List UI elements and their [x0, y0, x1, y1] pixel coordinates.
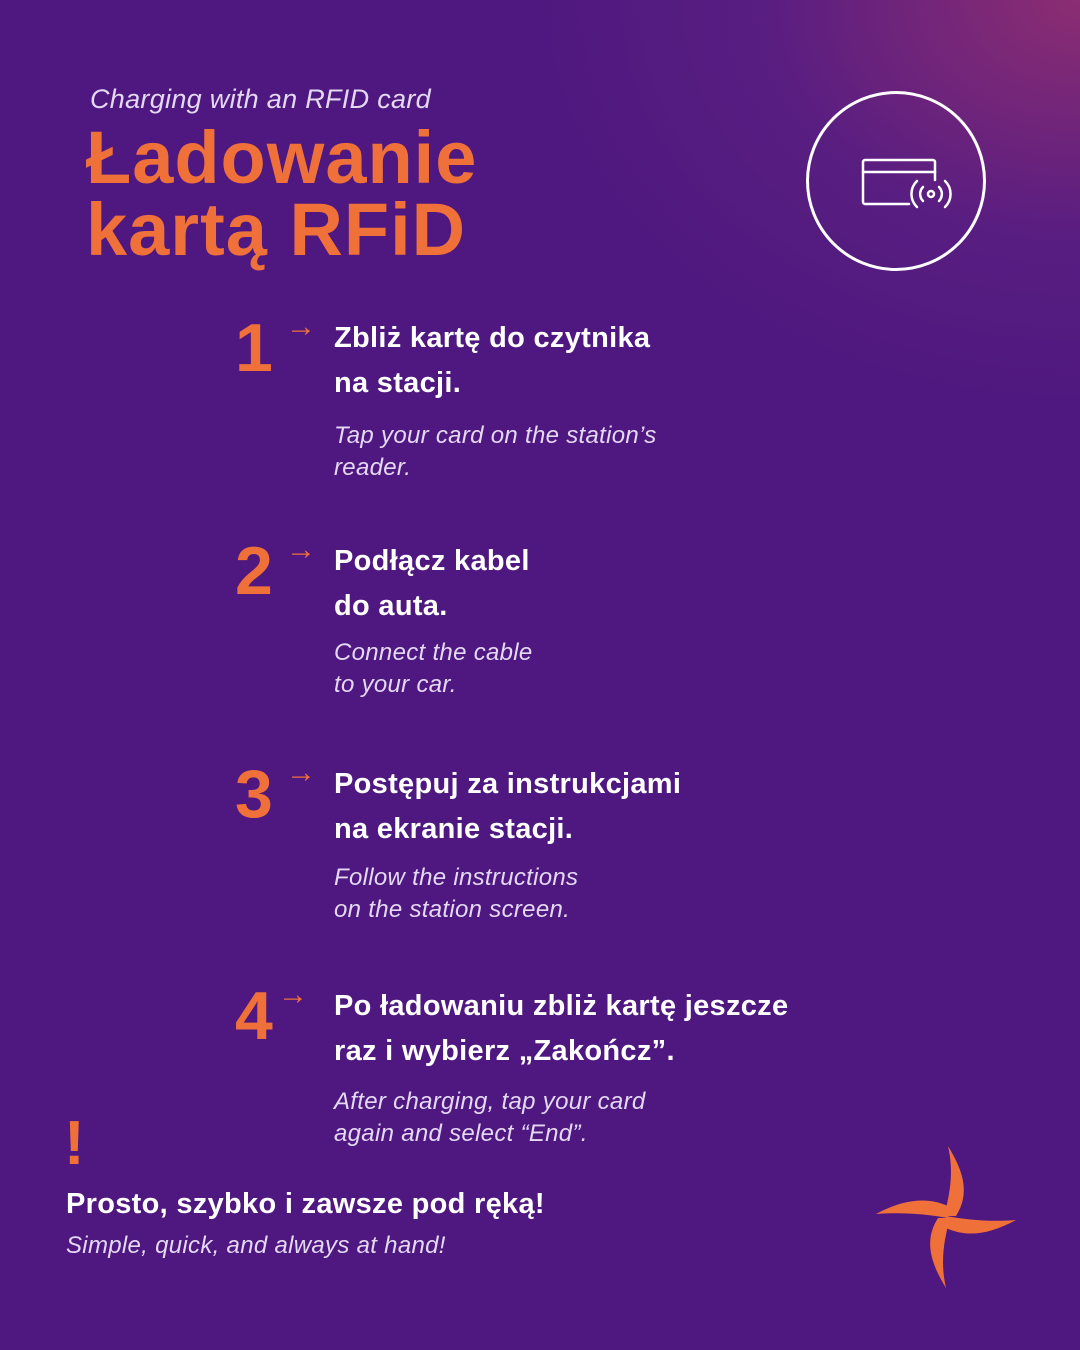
- step-instruction-en: [334, 637, 754, 701]
- header-subtitle: Charging with an RFID card: [90, 84, 431, 114]
- step-number: 2: [235, 533, 273, 609]
- step-instruction-en-line-1: Connect the cable: [334, 639, 533, 666]
- step-instruction-en-line-2: to your car.: [334, 671, 457, 698]
- arrow-right-icon: →: [286, 533, 316, 566]
- step-instruction-pl-line-1: Zbliż kartę do czytnika: [334, 322, 651, 354]
- step-instruction-en: [334, 420, 754, 484]
- brand-star-logo-icon: [872, 1142, 1022, 1292]
- page-title-line-1: Ładowanie: [86, 116, 478, 199]
- step-instruction-pl-line-2: na ekranie stacji.: [334, 813, 574, 845]
- step-instruction-en-line-1: After charging, tap your card: [334, 1088, 646, 1115]
- exclamation-icon: !: [64, 1109, 85, 1178]
- step-number: 4: [235, 978, 273, 1054]
- step-instruction-pl: [334, 984, 894, 1074]
- footer-tagline-pl: Prosto, szybko i zawsze pod ręką!: [66, 1188, 545, 1220]
- step-instruction-pl: [334, 316, 894, 406]
- step-instruction-en-line-1: Tap your card on the station’s: [334, 422, 657, 449]
- step-instruction-en-line-2: on the station screen.: [334, 896, 571, 923]
- step-instruction-en-line-1: Follow the instructions: [334, 864, 579, 891]
- step-instruction-pl-line-1: Postępuj za instrukcjami: [334, 768, 682, 800]
- rfid-card-icon: [857, 152, 957, 222]
- arrow-right-icon: →: [278, 978, 308, 1011]
- step-instruction-pl-line-2: raz i wybierz „Zakończ”.: [334, 1035, 675, 1067]
- step-number: 1: [235, 310, 273, 386]
- arrow-right-icon: →: [286, 310, 316, 343]
- step-instruction-pl-line-2: do auta.: [334, 590, 448, 622]
- step-instruction-en: [334, 1086, 754, 1150]
- step-instruction-en: [334, 862, 754, 926]
- step-instruction-pl-line-1: Po ładowaniu zbliż kartę jeszcze: [334, 990, 789, 1022]
- step-instruction-en-line-2: reader.: [334, 454, 412, 481]
- step-number: 3: [235, 756, 273, 832]
- step-instruction-pl: [334, 539, 894, 629]
- footer-tagline-en: Simple, quick, and always at hand!: [66, 1232, 446, 1259]
- page-title: [86, 116, 686, 271]
- rfid-badge: [806, 91, 986, 271]
- step-instruction-en-line-2: again and select “End”.: [334, 1120, 588, 1147]
- step-instruction-pl-line-2: na stacji.: [334, 367, 462, 399]
- page-title-line-2: kartą RFiD: [86, 188, 467, 271]
- step-instruction-pl-line-1: Podłącz kabel: [334, 545, 530, 577]
- arrow-right-icon: →: [286, 756, 316, 789]
- step-instruction-pl: [334, 762, 894, 852]
